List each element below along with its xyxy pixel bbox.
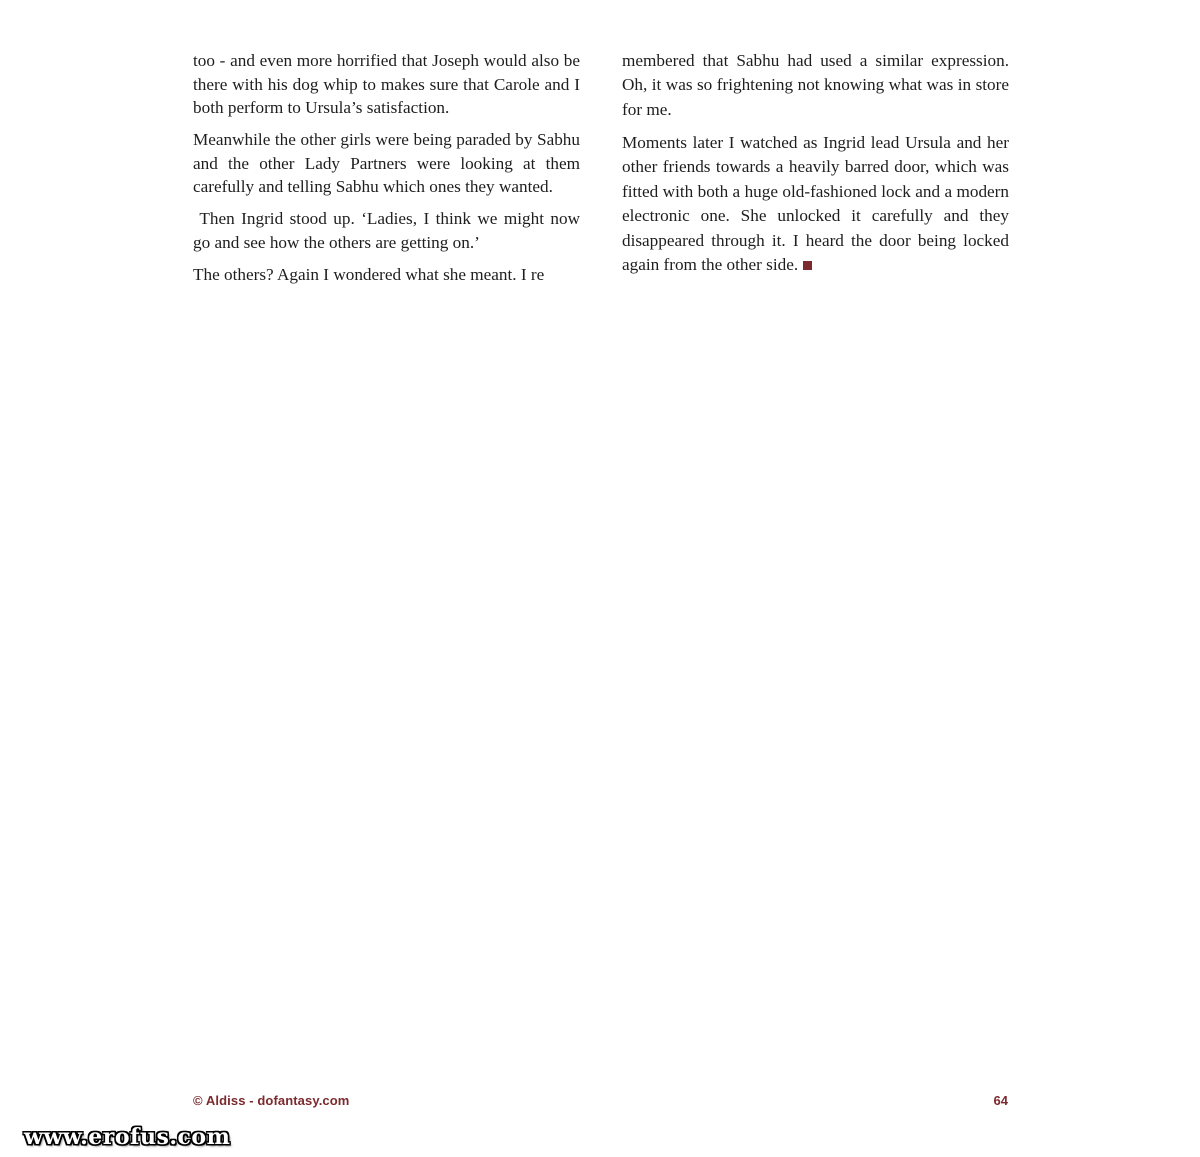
paragraph: Then Ingrid stood up. ‘Ladies, I think we might now go and see how the others are getting on.’ (193, 209, 580, 252)
paragraph: Meanwhile the other girls were being paraded by Sabhu and the other Lady Partners were looking at them carefully and telling Sabhu which ones they wanted. (193, 130, 580, 197)
paragraph-text: Moments later I watched as Ingrid lead Ursula and her other friends towards a heavily barred door, which was fitted with both a huge old-fashioned lock and a modern electronic one. She unlocked it carefully and they disappeared through it. I heard the door being locked again from the other side. (622, 133, 1009, 275)
watermark-logo: www.erofus.com (24, 1124, 231, 1150)
paragraph: too - and even more horrified that Joseph would also be there with his dog whip to makes sure that Carole and I both perform to Ursula’s satisfaction. (193, 51, 580, 118)
footer-copyright: © Aldiss - dofantasy.com (193, 1093, 350, 1108)
right-text-column (622, 49, 1009, 286)
left-text-column (193, 49, 580, 295)
paragraph: The others? Again I wondered what she meant. I re (193, 264, 545, 284)
paragraph-final (622, 131, 1009, 277)
end-of-article-mark (803, 261, 812, 270)
paragraph: membered that Sabhu had used a similar expression. Oh, it was so frightening not knowing what was in store for me. (622, 51, 1009, 119)
page-number: 64 (993, 1093, 1008, 1108)
